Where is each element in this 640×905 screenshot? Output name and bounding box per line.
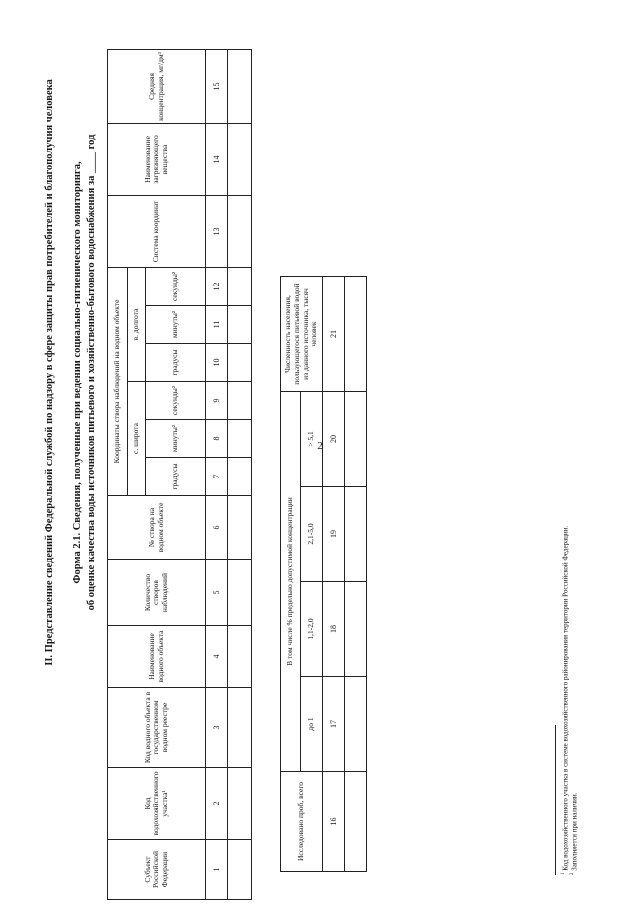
footnote-mark: 2 <box>570 872 575 875</box>
column-number: 17 <box>323 677 345 772</box>
footnote-2 <box>570 793 578 875</box>
header-latitude: с. широта <box>128 382 146 496</box>
table-cell-empty[interactable] <box>228 626 252 688</box>
header-samples-total: Исследовано проб, всего <box>281 772 323 872</box>
header-range-1: до 1 <box>301 677 323 772</box>
footnote-mark: 1 <box>561 872 566 875</box>
header-range-3: 2,1-5,0 <box>301 487 323 582</box>
header-lat-min: минуты² <box>146 420 206 458</box>
header-avg-concentration: Средняя концентрация, мг/дм³ <box>108 49 206 123</box>
header-water-body-name: Наименование водного объекта <box>108 626 206 688</box>
header-lon-sec: секунды² <box>146 267 206 305</box>
header-population: Численность населения, пользующегося питьевой водой из данного источника, тысяч человек <box>281 277 323 392</box>
header-longitude: в. долгота <box>128 267 146 381</box>
table-cell-empty[interactable] <box>228 560 252 626</box>
header-range-4: > 5,1 <box>301 392 323 487</box>
table-cell-empty[interactable] <box>345 487 367 582</box>
table-cell-empty[interactable] <box>228 840 252 900</box>
column-number: 12 <box>206 267 228 305</box>
table-cell-empty[interactable] <box>228 496 252 560</box>
table-cell-empty[interactable] <box>228 344 252 382</box>
footnote-text: Заполняется при наличии. <box>570 792 579 871</box>
column-number: 11 <box>206 306 228 344</box>
table-cell-empty[interactable] <box>228 306 252 344</box>
table-cell-empty[interactable] <box>228 768 252 840</box>
column-number: 10 <box>206 344 228 382</box>
footnote-1 <box>561 526 569 875</box>
column-number: 4 <box>206 626 228 688</box>
table-cell-empty[interactable] <box>228 49 252 123</box>
column-number: 9 <box>206 382 228 420</box>
column-number: 2 <box>206 768 228 840</box>
footnote-divider <box>555 725 556 875</box>
table-cell-empty[interactable] <box>345 582 367 677</box>
column-number: 15 <box>206 49 228 123</box>
column-number: 6 <box>206 496 228 560</box>
form-title-line2: об оценке качества воды источников питьевого и хозяйственно-бытового водоснабжения за ____ год <box>86 134 97 611</box>
table-cell-empty[interactable] <box>345 677 367 772</box>
header-coordinates: Координаты створа наблюдений на водном объекте <box>108 267 128 495</box>
form-title-line1: Форма 2.1. Сведения, полученные при ведении социально-гигиенического мониторинга, <box>72 161 83 584</box>
header-lon-min: минуты² <box>146 306 206 344</box>
column-number: 14 <box>206 123 228 195</box>
table-cell-empty[interactable] <box>228 458 252 496</box>
column-number: 20 <box>323 392 345 487</box>
column-number: 18 <box>323 582 345 677</box>
footnote-text: Код водохозяйственного участка в системе водохозяйственного районирования территории Российской Федерации. <box>561 525 570 871</box>
table-cell-empty[interactable] <box>345 277 367 392</box>
column-number: 3 <box>206 688 228 768</box>
header-range-2: 1,1-2,0 <box>301 582 323 677</box>
column-number: 13 <box>206 195 228 267</box>
header-site-number: № створа на водном объекте <box>108 496 206 560</box>
header-lat-sec: секунды² <box>146 382 206 420</box>
table-cell-empty[interactable] <box>228 267 252 305</box>
header-mpc-group: В том числе % предельно допустимой концентрации <box>281 392 301 772</box>
header-subject: Субъект Российской Федерации <box>108 840 206 900</box>
monitoring-table <box>107 49 252 900</box>
header-pollutant-name: Наименование загрязняющего вещества <box>108 123 206 195</box>
column-number: 8 <box>206 420 228 458</box>
column-number: 21 <box>323 277 345 392</box>
header-state-registry-code: Код водного объекта в государственном водном реестре <box>108 688 206 768</box>
header-wmu-code: Код водохозяйственного участка¹ <box>108 768 206 840</box>
concentration-table <box>280 276 367 872</box>
table-cell-empty[interactable] <box>345 392 367 487</box>
table-cell-empty[interactable] <box>345 772 367 872</box>
header-sites-count: Количество створов наблюдений <box>108 560 206 626</box>
column-number: 5 <box>206 560 228 626</box>
header-coord-system: Система координат <box>108 195 206 267</box>
section-heading: II. Представление сведений Федеральной службой по надзору в сфере защиты прав потребителей и благополучия человека <box>44 79 55 666</box>
column-number: 16 <box>323 772 345 872</box>
table-cell-empty[interactable] <box>228 382 252 420</box>
page-number: 2 <box>317 440 323 452</box>
table-cell-empty[interactable] <box>228 195 252 267</box>
column-number: 7 <box>206 458 228 496</box>
column-number: 1 <box>206 840 228 900</box>
table-cell-empty[interactable] <box>228 688 252 768</box>
column-number: 19 <box>323 487 345 582</box>
table-cell-empty[interactable] <box>228 420 252 458</box>
header-lat-deg: градусы <box>146 458 206 496</box>
table-cell-empty[interactable] <box>228 123 252 195</box>
header-lon-deg: градусы <box>146 344 206 382</box>
